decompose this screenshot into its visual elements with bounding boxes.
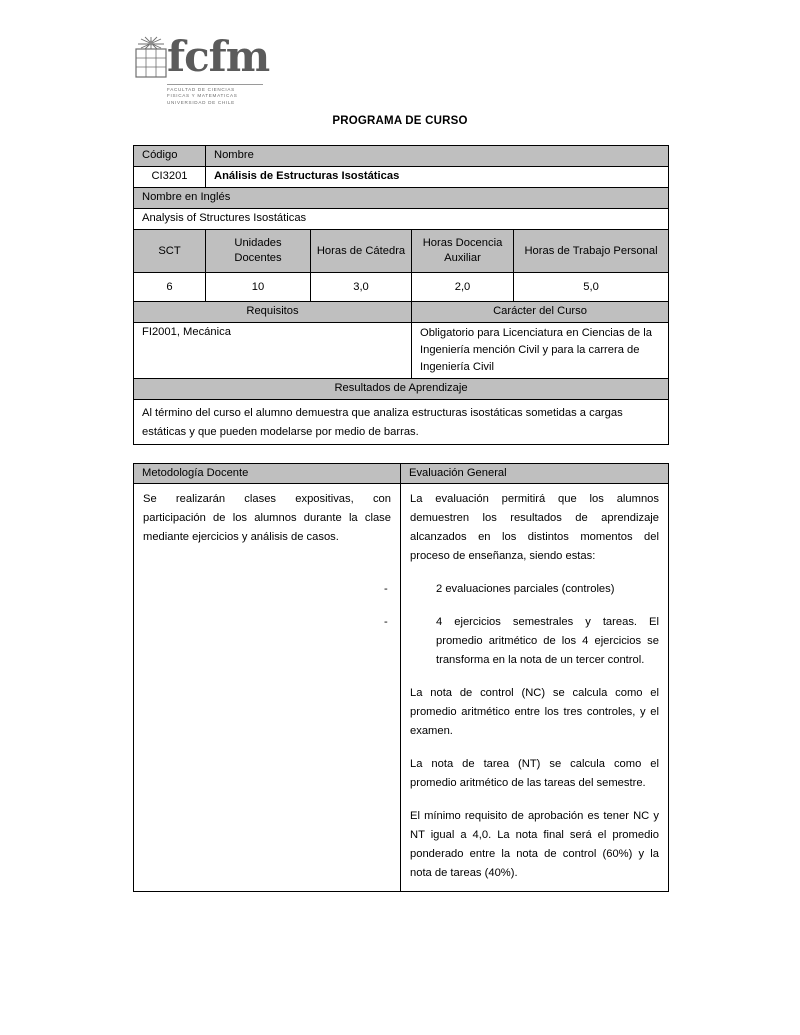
logo-subtitle: [167, 84, 263, 106]
evaluacion-bullet: [384, 613, 659, 670]
value-sct: 6: [134, 273, 206, 302]
table-row: [134, 167, 669, 188]
evaluacion-intro: La evaluación permitirá que los alumnos demuestren los resultados de aprendizaje alcanzados en los distintos momentos del proceso de enseñanza, siendo estas:: [410, 493, 659, 562]
value-horas-docencia-auxiliar: 2,0: [412, 273, 514, 302]
value-caracter-curso: Obligatorio para Licenciatura en Ciencias de la Ingeniería mención Civil y para la carrera de Ingeniería Civil: [412, 323, 669, 379]
course-info-table: [133, 145, 669, 445]
header-horas-docencia-auxiliar: Horas Docencia Auxiliar: [412, 230, 514, 273]
value-metodologia-docente: [134, 484, 401, 892]
value-evaluacion-general: [384, 484, 669, 892]
evaluacion-paragraph: El mínimo requisito de aprobación es tener NC y NT igual a 4,0. La nota final será el promedio ponderado entre la nota de control (60%) y la nota de tareas (40%).: [410, 810, 659, 879]
logo-subtitle-line-1: FACULTAD DE CIENCIAS: [167, 87, 235, 92]
table-row: [134, 484, 669, 892]
header-nombre-ingles: Nombre en Inglés: [134, 188, 669, 209]
evaluacion-bullet: [384, 580, 659, 599]
table-row: [134, 209, 669, 230]
header-requisitos: Requisitos: [134, 302, 412, 323]
value-resultados-aprendizaje: Al término del curso el alumno demuestra que analiza estructuras isostáticas sometidas a cargas estáticas y que pueden modelarse por medio de barras.: [134, 400, 669, 445]
header-metodologia-docente: Metodología Docente: [134, 464, 401, 484]
methodology-evaluation-table: [133, 463, 669, 892]
header-horas-catedra: Horas de Cátedra: [311, 230, 412, 273]
value-nombre-ingles: Analysis of Structures Isostáticas: [134, 209, 669, 230]
bullet-dash: -: [384, 616, 388, 628]
logo-subtitle-line-3: UNIVERSIDAD DE CHILE: [167, 99, 235, 105]
table-row: [134, 188, 669, 209]
table-row-metrics-values: [134, 273, 669, 302]
table-row: [134, 400, 669, 445]
header-horas-trabajo-personal: Horas de Trabajo Personal: [514, 230, 669, 273]
table-row-metrics-header: [134, 230, 669, 273]
header-resultados-aprendizaje: Resultados de Aprendizaje: [134, 379, 669, 400]
metodologia-paragraph: Se realizarán clases expositivas, con participación de los alumnos durante la clase mediante ejercicios y análisis de casos.: [143, 493, 391, 543]
evaluacion-paragraph: La nota de tarea (NT) se calcula como el promedio aritmético de las tareas del semestre.: [410, 758, 659, 789]
logo-wordmark: fcfm: [167, 32, 270, 81]
header-unidades-docentes: Unidades Docentes: [206, 230, 311, 273]
bullet-dash: -: [384, 583, 388, 595]
header-sct: SCT: [134, 230, 206, 273]
value-codigo: CI3201: [134, 167, 206, 188]
header-evaluacion-general: Evaluación General: [401, 464, 669, 484]
evaluacion-paragraph: La nota de control (NC) se calcula como el promedio aritmético entre los tres controles, y el examen.: [410, 687, 659, 737]
value-horas-catedra: 3,0: [311, 273, 412, 302]
table-row: [134, 302, 669, 323]
value-unidades-docentes: 10: [206, 273, 311, 302]
table-row: [134, 464, 669, 484]
logo-subtitle-line-2: FISICAS Y MATEMATICAS: [167, 93, 238, 99]
table-row: [134, 323, 669, 379]
header-nombre: Nombre: [206, 146, 669, 167]
fcfm-logo: [133, 32, 270, 120]
fcfm-emblem-icon: [133, 35, 169, 79]
header-codigo: Código: [134, 146, 206, 167]
table-row: [134, 379, 669, 400]
value-nombre: Análisis de Estructuras Isostáticas: [206, 167, 669, 188]
value-horas-trabajo-personal: 5,0: [514, 273, 669, 302]
header-caracter-curso: Carácter del Curso: [412, 302, 669, 323]
bullet-text: 4 ejercicios semestrales y tareas. El promedio aritmético de los 4 ejercicios se transforma en la nota de un tercer control.: [436, 616, 659, 666]
bullet-text: 2 evaluaciones parciales (controles): [436, 583, 615, 595]
table-row: [134, 146, 669, 167]
page-title: PROGRAMA DE CURSO: [332, 115, 468, 127]
value-requisitos: FI2001, Mecánica: [134, 323, 412, 379]
